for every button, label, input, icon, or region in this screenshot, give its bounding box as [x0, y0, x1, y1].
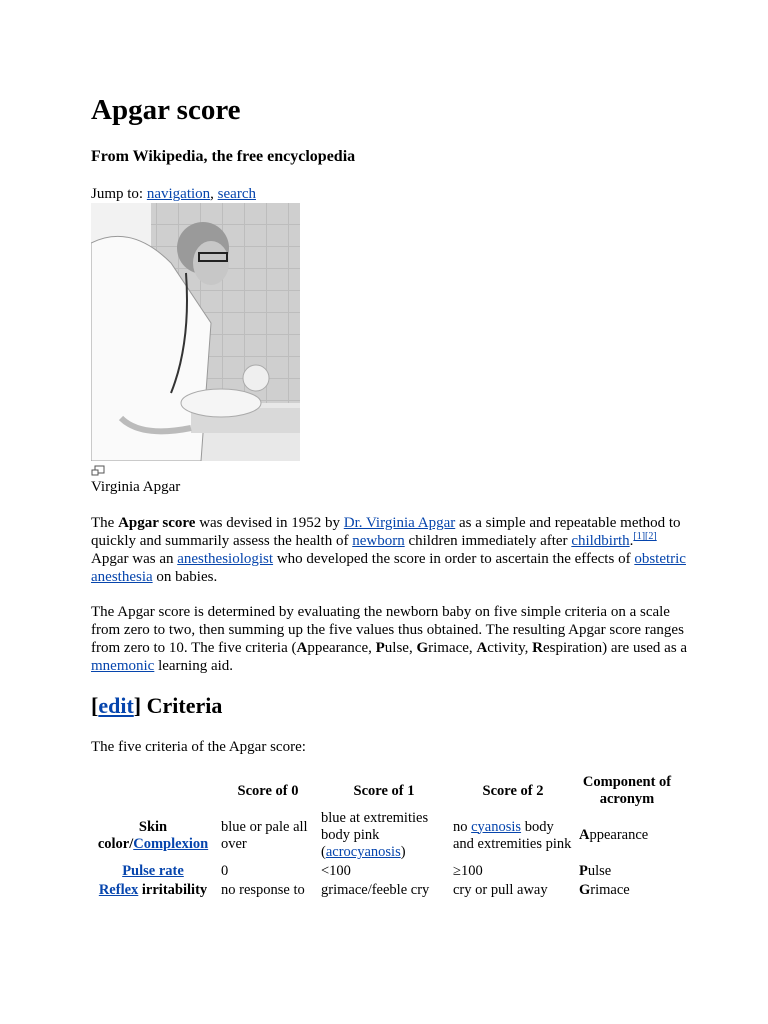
acrocyanosis-link[interactable]: acrocyanosis — [325, 844, 401, 860]
mnemonic-link[interactable]: mnemonic — [91, 658, 155, 674]
text: ctivity, — [487, 640, 533, 656]
text: on babies. — [152, 569, 218, 585]
text: . — [629, 533, 634, 549]
page-title: Apgar score — [91, 94, 241, 126]
text: no — [453, 818, 472, 835]
bold-letter: G — [416, 640, 429, 656]
text: ulse, — [384, 640, 417, 656]
table-header — [88, 773, 218, 809]
childbirth-link[interactable]: childbirth — [571, 533, 630, 549]
reflex-link[interactable]: Reflex — [98, 882, 139, 898]
enlarge-icon[interactable] — [91, 465, 105, 477]
newborn-link[interactable]: newborn — [352, 533, 405, 549]
table-row — [88, 862, 678, 881]
text: color/ — [97, 835, 134, 852]
anesthesia-link[interactable]: anesthesia — [91, 569, 153, 585]
row-header — [88, 809, 218, 862]
text: espiration) are used as a — [542, 640, 688, 656]
text: children immediately after — [404, 533, 572, 549]
text: Apgar was an — [91, 551, 178, 567]
table-cell — [576, 881, 678, 900]
table-cell: <100 — [321, 863, 351, 879]
criteria-intro: The five criteria of the Apgar score: — [91, 739, 306, 755]
section-heading-criteria — [91, 692, 222, 720]
text: The — [91, 515, 119, 531]
table-cell — [318, 809, 450, 862]
bold-term: Apgar score — [118, 515, 196, 531]
text: Skin — [138, 818, 168, 835]
row-header — [88, 881, 218, 900]
table-cell: grimace/feeble cry — [321, 882, 430, 898]
navigation-link[interactable]: navigation — [146, 186, 211, 202]
text: learning aid. — [154, 658, 234, 674]
cyanosis-link[interactable]: cyanosis — [471, 818, 522, 835]
text: body and extremities pink — [453, 818, 572, 852]
virginia-apgar-photo[interactable] — [91, 203, 300, 461]
table-header: Score of 2 — [482, 782, 544, 799]
table-cell: 0 — [221, 863, 229, 879]
table-cell: ≥100 — [453, 863, 483, 879]
intro-paragraph — [91, 514, 691, 586]
text: The Apgar score is determined by evaluating the newborn baby on five simple criteria on a scale from zero to two, then summing up the five values thus obtained. The resulting Apgar score ranges from zero to 10. The five criteria ( — [91, 604, 684, 656]
bracket: ] — [133, 693, 147, 718]
table-cell — [450, 809, 576, 862]
section-title: Criteria — [146, 693, 223, 718]
text: ) — [400, 844, 406, 860]
photo-illustration — [91, 203, 300, 461]
bold-letter: P — [579, 863, 588, 879]
table-cell — [576, 809, 678, 862]
table-header: Score of 0 — [237, 782, 299, 799]
table-header: Score of 1 — [353, 782, 415, 799]
bold-letter: P — [375, 640, 385, 656]
text: irritability — [138, 882, 208, 898]
row-header — [88, 862, 218, 881]
obstetric-link[interactable]: obstetric — [634, 551, 686, 567]
table-cell: no response to — [221, 882, 305, 898]
bracket: [ — [91, 693, 99, 718]
table-row — [88, 809, 678, 862]
bold-letter: A — [579, 827, 590, 843]
anesthesiologist-link[interactable]: anesthesiologist — [177, 551, 274, 567]
text: ulse — [587, 863, 612, 879]
reference-link[interactable]: [1][2] — [633, 531, 657, 542]
text: blue at extremities body pink ( — [321, 810, 429, 860]
bold-letter: A — [296, 640, 308, 656]
text: rimace — [590, 882, 630, 898]
text: rimace, — [428, 640, 477, 656]
bold-letter: R — [532, 640, 543, 656]
text: who developed the score in order to ascertain the effects of — [273, 551, 635, 567]
apgar-criteria-table — [88, 773, 678, 900]
text: ppearance, — [307, 640, 376, 656]
table-cell: cry or pull away — [453, 882, 548, 898]
table-cell — [576, 862, 678, 881]
edit-section-link[interactable]: edit — [98, 693, 134, 718]
virginia-apgar-link[interactable]: Dr. Virginia Apgar — [343, 515, 456, 531]
jump-prefix: Jump to: — [91, 186, 147, 202]
photo-caption: Virginia Apgar — [91, 479, 181, 495]
table-row — [88, 881, 678, 900]
table-header: Component of acronym — [582, 774, 672, 807]
complexion-link[interactable]: Complexion — [133, 835, 209, 852]
page-subtitle: From Wikipedia, the free encyclopedia — [91, 148, 356, 165]
text: was devised in 1952 by — [195, 515, 344, 531]
jump-to-links — [91, 184, 256, 204]
table-header-row — [88, 773, 678, 809]
jump-separator: , — [210, 186, 218, 202]
pulse-rate-link[interactable]: Pulse rate — [122, 863, 184, 879]
table-cell: blue or pale all over — [221, 818, 308, 852]
text: ppearance — [589, 827, 649, 843]
bold-letter: G — [579, 882, 591, 898]
bold-letter: A — [476, 640, 488, 656]
search-link[interactable]: search — [217, 186, 256, 202]
criteria-paragraph — [91, 603, 691, 675]
text: as a simple and repeatable method to quickly and summarily assess the health of — [91, 515, 681, 549]
